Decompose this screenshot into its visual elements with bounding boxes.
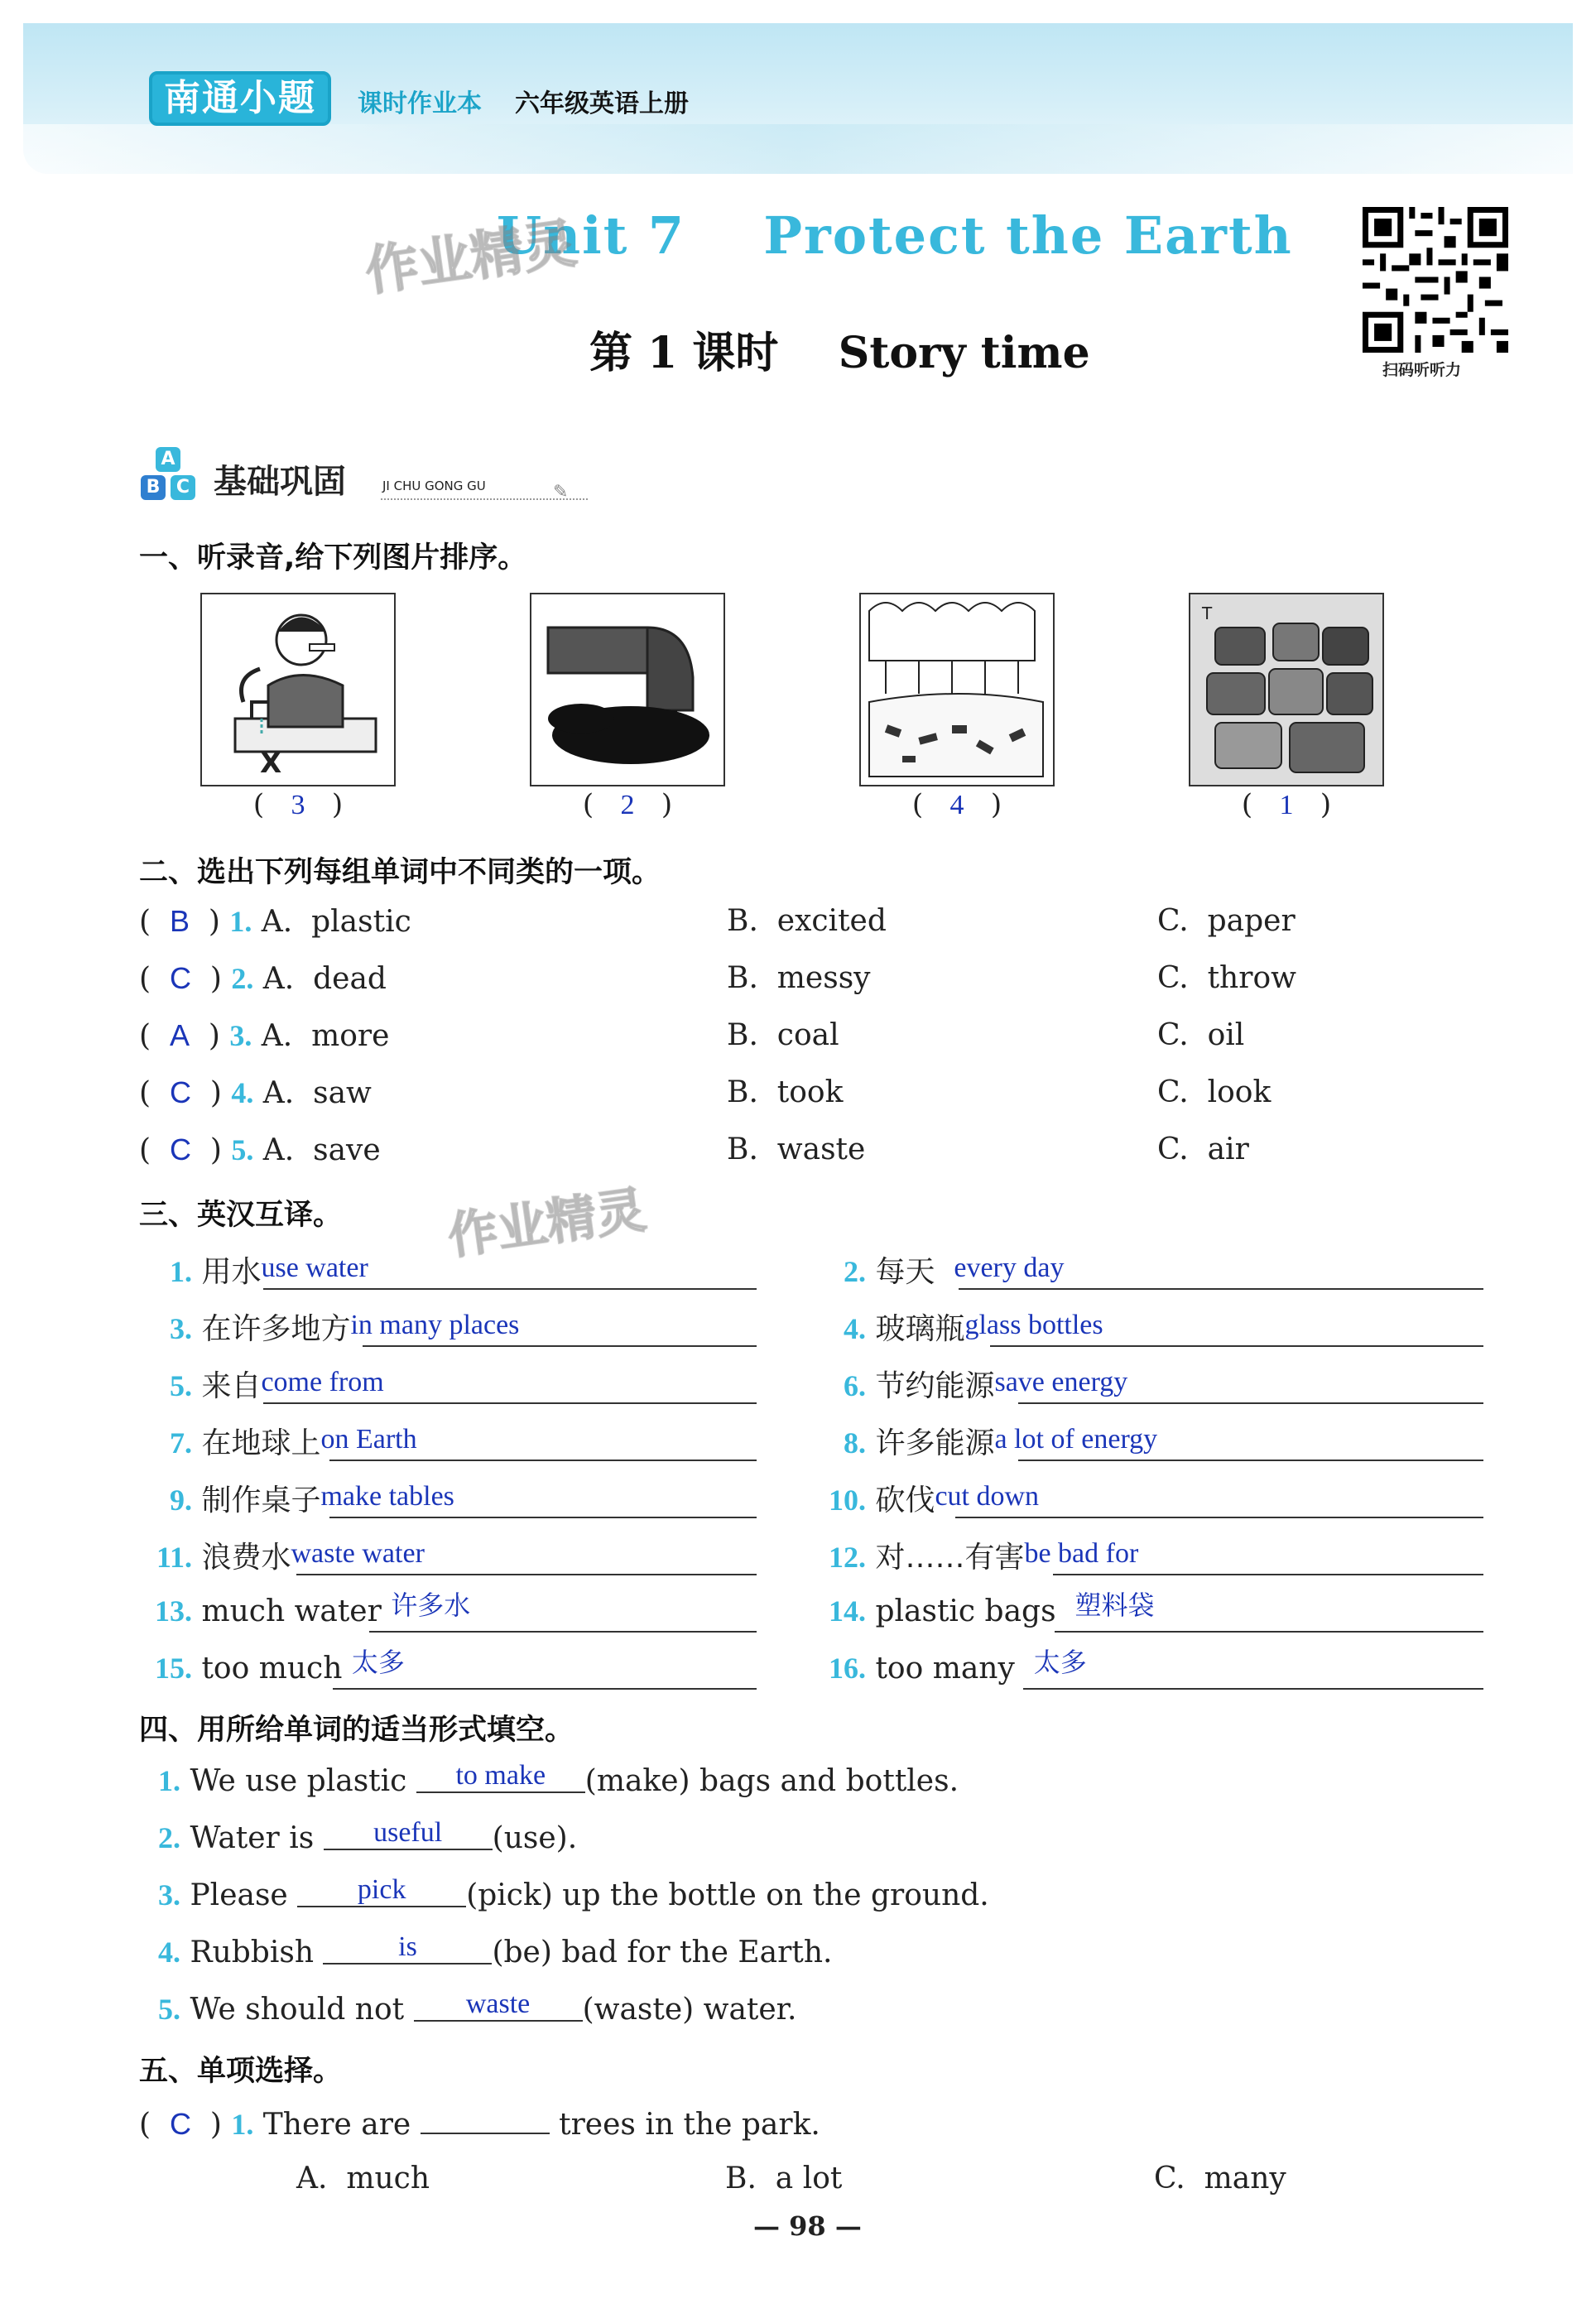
q3-right-6: [820, 1363, 1127, 1405]
q4-number: 4.: [158, 1936, 180, 1969]
q3-number: 15.: [155, 1652, 192, 1685]
section-title: 基础巩固: [214, 463, 346, 501]
q3-number: 16.: [829, 1652, 866, 1685]
q4-number: 3.: [158, 1878, 180, 1912]
man-brushing-teeth-tap-running-icon: [200, 593, 396, 786]
q3-prompt: 许多能源: [875, 1426, 995, 1460]
q4-answer: useful: [373, 1817, 443, 1848]
q4-item-3: [146, 1874, 989, 1914]
q1-title: 一、听录音,给下列图片排序。: [139, 541, 527, 575]
q3-prompt: 在许多地方: [201, 1312, 351, 1346]
answer-line: [1053, 1574, 1483, 1575]
q3-left-11: [146, 1534, 425, 1576]
q3-answer: be bad for: [1024, 1538, 1139, 1569]
q2-option-a: A. saw: [262, 1076, 372, 1110]
header-wave: [23, 124, 1573, 174]
rubbish-in-forest-icon: [859, 593, 1055, 786]
q3-number: 8.: [844, 1426, 866, 1460]
q2-option-c: C. paper: [1157, 904, 1296, 938]
watermark: 作业精灵: [361, 213, 580, 304]
q3-number: 11.: [156, 1541, 192, 1574]
pencil-icon: ✎: [553, 482, 569, 503]
q4-after: (be) bad for the Earth.: [492, 1936, 833, 1969]
answer-line: [369, 1631, 757, 1633]
q3-answer: waste water: [291, 1538, 425, 1569]
answer-line: [1055, 1631, 1483, 1633]
watermark: 作业精灵: [444, 1181, 650, 1267]
q2-answer: B: [169, 904, 190, 938]
q3-prompt: plastic bags: [875, 1594, 1056, 1628]
grade-label: 六年级英语上册: [515, 89, 689, 118]
q2-item-4: ( C ) 4. A. saw: [139, 1075, 372, 1110]
q3-answer: in many places: [350, 1310, 520, 1340]
q5-stem-after: trees in the park.: [559, 2108, 820, 2142]
q3-answer: save energy: [994, 1367, 1128, 1397]
answer-line: [1018, 1460, 1483, 1461]
abc-b: B: [141, 475, 166, 500]
q3-left-3: [146, 1306, 519, 1348]
q3-number: 9.: [170, 1484, 192, 1517]
q3-prompt: 对……有害: [875, 1541, 1025, 1575]
answer-line: [333, 1688, 757, 1690]
q4-number: 2.: [158, 1821, 180, 1854]
abc-a: A: [156, 447, 180, 472]
q4-title: 四、用所给单词的适当形式填空。: [139, 1714, 574, 1747]
q3-answer: come from: [261, 1367, 384, 1397]
answer-line: [990, 1345, 1483, 1347]
q3-prompt: 浪费水: [201, 1541, 291, 1575]
q2-option-b: B. took: [727, 1075, 844, 1109]
q1-answer-value: 4: [949, 790, 964, 820]
q3-number: 12.: [829, 1541, 866, 1574]
q3-prompt: 制作桌子: [201, 1484, 321, 1517]
q4-after: (waste) water.: [582, 1993, 797, 2027]
q4-item-4: [146, 1931, 833, 1971]
page-number: — 98 —: [753, 2210, 862, 2242]
q2-item-1: ( B ) 1. A. plastic: [139, 904, 411, 939]
q3-left-15: [146, 1648, 405, 1686]
answer-line: [363, 1345, 757, 1347]
q3-number: 6.: [844, 1369, 866, 1402]
svg-text:T: T: [1202, 604, 1213, 623]
q3-right-8: [820, 1420, 1157, 1462]
answer-line: [1018, 1402, 1483, 1404]
q3-prompt: 节约能源: [875, 1369, 995, 1403]
q3-number: 14.: [829, 1594, 866, 1628]
q4-blank: [324, 1815, 493, 1850]
q2-answer: A: [169, 1018, 190, 1052]
q3-left-5: [146, 1363, 384, 1405]
svg-text:X: X: [260, 747, 282, 780]
answer-line: [959, 1288, 1483, 1290]
q3-prompt: 在地球上: [201, 1426, 321, 1460]
q3-answer: cut down: [935, 1481, 1040, 1512]
q3-answer: 许多水: [391, 1589, 471, 1621]
answer-line: [329, 1517, 757, 1518]
q2-option-b: B. messy: [727, 961, 871, 995]
q3-right-14: [820, 1591, 1154, 1629]
q4-answer: to make: [455, 1760, 546, 1791]
q3-prompt: 砍伐: [875, 1484, 935, 1517]
q2-number: 1.: [229, 905, 252, 938]
q4-after: (use).: [492, 1821, 578, 1855]
q3-right-2: [820, 1248, 1064, 1291]
q3-answer: every day: [954, 1253, 1065, 1283]
q2-number: 4.: [231, 1076, 254, 1109]
q2-answer: C: [169, 1075, 191, 1109]
q5-option-c: C. many: [1154, 2162, 1286, 2195]
q2-option-a: A. dead: [262, 962, 387, 996]
q4-item-2: [146, 1817, 578, 1857]
q3-prompt: 用水: [201, 1255, 262, 1289]
q4-answer: is: [398, 1931, 417, 1962]
q1-answer-value: 1: [1279, 790, 1294, 820]
q2-answer: C: [169, 961, 191, 995]
q4-answer: pick: [357, 1874, 406, 1905]
q3-number: 4.: [844, 1312, 866, 1345]
q5-number: 1.: [231, 2108, 254, 2141]
q2-option-b: B. coal: [727, 1018, 839, 1052]
answer-line: [263, 1402, 757, 1404]
q5-blank: [421, 2104, 550, 2134]
q3-right-12: [820, 1534, 1138, 1576]
q3-answer: make tables: [320, 1481, 454, 1512]
q3-prompt: 每天: [875, 1255, 935, 1289]
q3-prompt: much water: [201, 1594, 382, 1628]
q4-number: 1.: [158, 1764, 180, 1797]
q3-answer: 太多: [1033, 1647, 1087, 1678]
q2-option-a: A. more: [261, 1019, 390, 1053]
traffic-jam-icon: [1189, 593, 1384, 786]
q3-answer: use water: [261, 1253, 368, 1283]
q2-option-b: B. waste: [727, 1133, 866, 1166]
q3-left-1: [146, 1248, 368, 1291]
answer-line: [263, 1288, 757, 1290]
q2-item-3: ( A ) 3. A. more: [139, 1018, 390, 1053]
q3-answer: 太多: [351, 1647, 405, 1678]
q2-option-b: B. excited: [727, 904, 887, 938]
q3-left-13: [146, 1591, 470, 1629]
answer-line: [296, 1574, 757, 1575]
q3-answer: on Earth: [320, 1424, 417, 1455]
q2-title: 二、选出下列每组单词中不同类的一项。: [139, 856, 661, 889]
q5-stem-before: There are: [262, 2108, 411, 2142]
q4-blank: [323, 1929, 492, 1965]
q2-option-a: A. plastic: [261, 905, 411, 939]
q4-before: Water is: [190, 1821, 315, 1855]
answer-line: [955, 1517, 1483, 1518]
q5-answer: C: [169, 2107, 191, 2141]
unit-title: Unit 7 Protect the Earth: [497, 205, 1293, 266]
q3-answer: a lot of energy: [994, 1424, 1158, 1455]
q3-left-7: [146, 1420, 417, 1462]
q3-number: 10.: [829, 1484, 866, 1517]
q4-after: (make) bags and bottles.: [584, 1764, 959, 1798]
q4-number: 5.: [158, 1993, 180, 2026]
q2-option-c: C. look: [1157, 1075, 1272, 1109]
oil-pipe-leak-icon: [530, 593, 725, 786]
q3-title: 三、英汉互译。: [139, 1199, 343, 1232]
q3-prompt: too many: [875, 1652, 1015, 1686]
q3-right-16: [820, 1648, 1087, 1686]
q3-left-9: [146, 1477, 454, 1519]
q3-prompt: 来自: [201, 1369, 262, 1403]
q3-number: 13.: [155, 1594, 192, 1628]
brand-subtitle: 课时作业本: [358, 89, 482, 118]
q4-before: Rubbish: [190, 1936, 315, 1969]
q1-answer-value: 2: [620, 790, 635, 820]
q5-item-1: ( C ) 1. There are trees in the park.: [139, 2104, 820, 2142]
q2-option-c: C. oil: [1157, 1018, 1245, 1052]
q2-number: 3.: [229, 1019, 252, 1052]
q1-answer-2: ( 2 ): [582, 788, 673, 821]
lesson-title: 第 1 课时 Story time: [589, 328, 1090, 378]
q3-number: 1.: [170, 1255, 192, 1288]
q1-answer-1: ( 3 ): [252, 788, 344, 821]
q4-after: (pick) up the bottle on the ground.: [466, 1878, 989, 1912]
q3-number: 2.: [844, 1255, 866, 1288]
q2-number: 2.: [231, 962, 254, 995]
q2-item-5: ( C ) 5. A. save: [139, 1133, 381, 1167]
q3-number: 7.: [170, 1426, 192, 1460]
q4-blank: [297, 1872, 466, 1907]
brand-logo: 南通小题: [149, 71, 331, 126]
q2-item-2: ( C ) 2. A. dead: [139, 961, 387, 996]
qr-label: 扫码听听力: [1382, 361, 1462, 379]
q2-number: 5.: [231, 1133, 254, 1166]
q1-answer-4: ( 1 ): [1241, 788, 1332, 821]
qr-code-icon[interactable]: [1363, 207, 1508, 353]
q2-option-c: C. air: [1157, 1133, 1249, 1166]
q5-option-a: A. much: [296, 2162, 430, 2195]
q4-before: Please: [190, 1878, 288, 1912]
q3-answer: glass bottles: [964, 1310, 1103, 1340]
q3-right-4: [820, 1306, 1103, 1348]
q2-answer: C: [169, 1133, 191, 1166]
q4-item-5: [146, 1989, 797, 2028]
q5-option-b: B. a lot: [725, 2162, 843, 2195]
abc-icon: [141, 447, 200, 502]
answer-line: [1023, 1688, 1483, 1690]
q2-option-a: A. save: [262, 1133, 381, 1167]
q3-right-10: [820, 1477, 1039, 1519]
q1-answer-value: 3: [291, 790, 305, 820]
q4-blank: [414, 1986, 583, 2022]
q3-prompt: 玻璃瓶: [875, 1312, 965, 1346]
q4-blank: [416, 1758, 585, 1793]
q2-option-c: C. throw: [1157, 961, 1296, 995]
q4-item-1: [146, 1760, 959, 1800]
q3-number: 3.: [170, 1312, 192, 1345]
answer-line: [329, 1460, 757, 1461]
q3-number: 5.: [170, 1369, 192, 1402]
q3-prompt: too much: [201, 1652, 343, 1686]
q3-answer: 塑料袋: [1074, 1589, 1155, 1621]
q4-before: We use plastic: [190, 1764, 407, 1798]
q5-title: 五、单项选择。: [139, 2055, 343, 2088]
q4-answer: waste: [465, 1989, 531, 2019]
q1-answer-3: ( 4 ): [911, 788, 1002, 821]
abc-c: C: [171, 475, 195, 500]
q4-before: We should not: [190, 1993, 405, 2027]
section-pinyin: JI CHU GONG GU: [382, 479, 486, 493]
